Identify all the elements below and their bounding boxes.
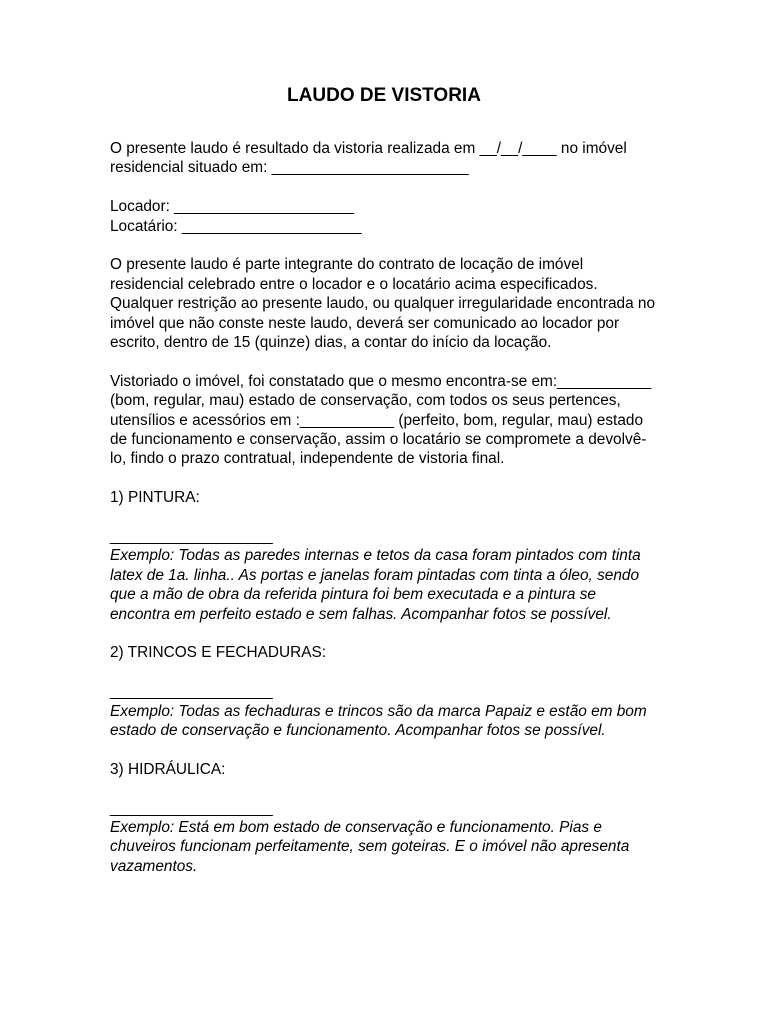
intro-line: O presente laudo é resultado da vistoria realizada em __/__/____ no imóvel	[110, 140, 627, 157]
example-line: encontra em perfeito estado e sem falhas. Acompanhar fotos se possível.	[110, 605, 612, 623]
section-pintura	[110, 488, 670, 624]
intro-paragraph	[110, 139, 670, 178]
example-line: chuveiros funcionam perfeitamente, sem goteiras. E o imóvel não apresenta	[110, 838, 630, 856]
paragraph-line: Vistoriado o imóvel, foi constatado que o mesmo encontra-se em:___________	[110, 372, 652, 390]
paragraph-line: utensílios e acessórios em :___________ (perfeito, bom, regular, mau) estado	[110, 411, 643, 429]
fill-line: ___________________	[110, 799, 273, 817]
paragraph-line: O presente laudo é parte integrante do contrato de locação de imóvel	[110, 256, 584, 274]
paragraph-line: residencial celebrado entre o locador e o locatário acima especificados.	[110, 275, 598, 293]
example-line: Exemplo: Todas as fechaduras e trincos são da marca Papaiz e estão em bom	[110, 702, 647, 720]
paragraph-line: de funcionamento e conservação, assim o locatário se compromete a devolvê-	[110, 431, 647, 449]
parties-block	[110, 197, 670, 236]
inspection-paragraph	[110, 372, 670, 469]
paragraph-line: escrito, dentro de 15 (quinze) dias, a contar do início da locação.	[110, 334, 552, 352]
example-line: vazamentos.	[110, 857, 198, 875]
contract-paragraph	[110, 255, 670, 352]
intro-line: residencial situado em: _______________________	[110, 159, 469, 177]
locatario-line: Locatário: _____________________	[110, 217, 362, 235]
section-heading: 3) HIDRÁULICA:	[110, 760, 226, 778]
fill-line: ___________________	[110, 683, 273, 701]
section-hidraulica	[110, 760, 670, 876]
paragraph-line: Qualquer restrição ao presente laudo, ou qualquer irregularidade encontrada no	[110, 295, 656, 313]
document-page	[110, 84, 670, 876]
fill-line: ___________________	[110, 528, 273, 546]
section-heading: 2) TRINCOS E FECHADURAS:	[110, 644, 327, 662]
paragraph-line: lo, findo o prazo contratual, independente de vistoria final.	[110, 450, 505, 468]
example-line: Exemplo: Todas as paredes internas e tetos da casa foram pintados com tinta	[110, 547, 641, 565]
example-line: Exemplo: Está em bom estado de conservação e funcionamento. Pias e	[110, 819, 602, 837]
section-trincos	[110, 643, 670, 740]
section-heading: 1) PINTURA:	[110, 489, 200, 507]
example-line: estado de conservação e funcionamento. Acompanhar fotos se possível.	[110, 722, 606, 740]
document-title: LAUDO DE VISTORIA	[287, 85, 481, 106]
locador-line: Locador: _____________________	[110, 198, 354, 216]
example-line: que a mão de obra da referida pintura foi bem executada e a pintura se	[110, 586, 596, 604]
example-line: latex de 1a. linha.. As portas e janelas foram pintadas com tinta a óleo, sendo	[110, 566, 640, 584]
paragraph-line: imóvel que não conste neste laudo, deverá ser comunicado ao locador por	[110, 314, 620, 332]
paragraph-line: (bom, regular, mau) estado de conservação, com todos os seus pertences,	[110, 392, 621, 410]
